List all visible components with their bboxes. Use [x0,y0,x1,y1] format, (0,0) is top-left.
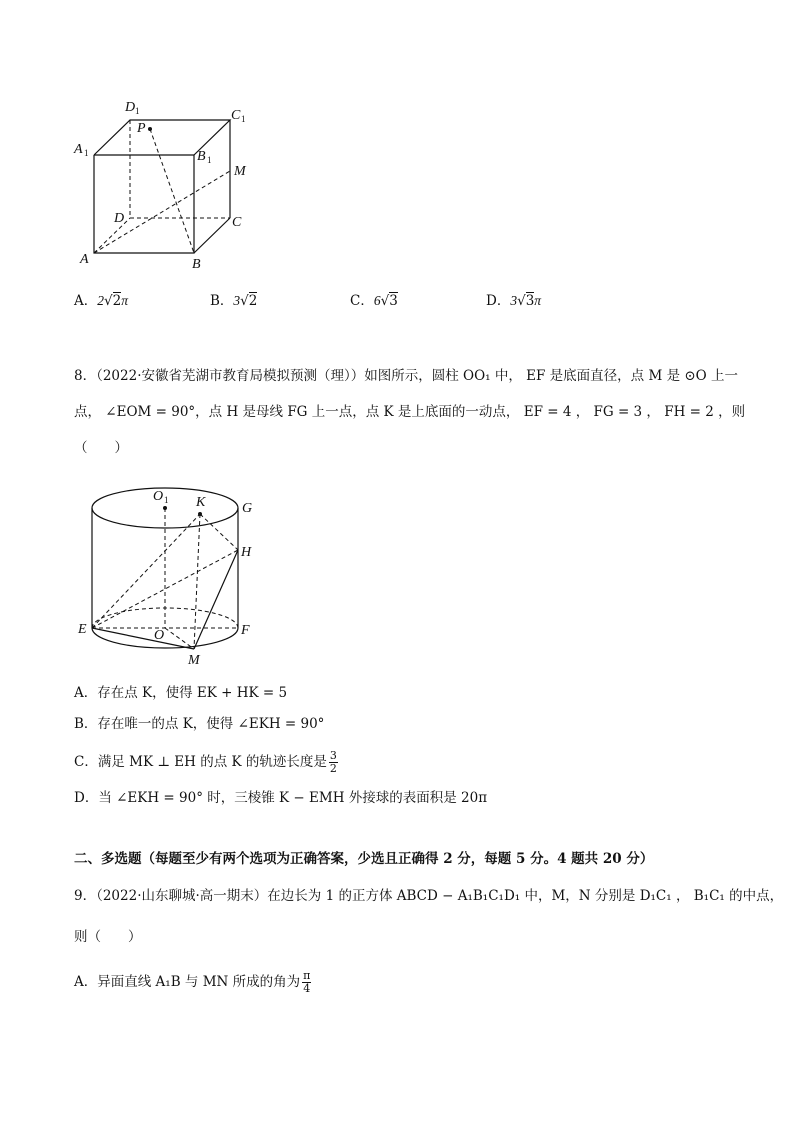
q9-stem-line2: 则（ ） [74,929,142,945]
label-D: D [114,211,125,226]
cube-figure [70,95,270,275]
label-C: C [232,215,242,230]
label-A1: A [74,142,83,157]
label-E: E [78,622,87,637]
q7-option-d: D．3√3π [486,293,542,309]
label-B: B [192,257,201,272]
q8-option-b: B．存在唯一的点 K，使得 ∠EKH = 90° [74,716,325,732]
q8-stem-line3: （ ） [74,440,128,456]
svg-text:1: 1 [84,148,89,158]
label-H: H [241,545,252,560]
q8-option-a: A．存在点 K，使得 EK + HK = 5 [74,685,288,701]
svg-text:1: 1 [207,155,212,165]
label-B1: B [197,149,206,164]
q7-option-b: B．3√2 [210,293,258,309]
label-P: P [137,121,146,136]
label-O: O [154,628,165,643]
q9-option-a: A．异面直线 A₁B 与 MN 所成的角为 $\frac{\pi}{4}$ [74,969,311,995]
label-K: K [196,495,206,510]
q8-stem-line2: 点， ∠EOM = 90°，点 H 是母线 FG 上一点，点 K 是上底面的一动点， EF = 4 ， FG = 3 ， FH = 2 ，则 [74,404,746,420]
label-M: M [188,653,200,668]
q8-stem-line1: 8．（2022·安徽省芜湖市教育局模拟预测（理））如图所示，圆柱 OO₁ 中， EF 是底面直径，点 M 是 ⊙O 上一 [74,368,739,384]
q9-stem-line1: 9．（2022·山东聊城·高一期末）在边长为 1 的正方体 ABCD − A₁B₁C₁D₁ 中，M，N 分别是 D₁C₁ ， B₁C₁ 的中点， [74,888,784,904]
label-A: A [80,252,89,267]
label-M: M [234,164,246,179]
svg-text:1: 1 [164,495,169,505]
label-O1: O [153,489,164,504]
label-D1: D [125,100,136,115]
q7-option-a: A．2√2π [74,293,128,309]
q8-option-c: C．满足 MK ⊥ EH 的点 K 的轨迹长度是 $\frac{3}{2}$ [74,749,337,775]
label-C1: C [231,108,241,123]
section-title: 二、多选题（每题至少有两个选项为正确答案，少选且正确得 2 分，每题 5 分。4 题共 20 分） [74,851,654,867]
label-F: F [241,623,250,638]
q8-option-d: D．当 ∠EKH = 90° 时，三棱锥 K − EMH 外接球的表面积是 20π [74,790,488,806]
svg-text:1: 1 [135,106,140,116]
cylinder-figure [70,480,270,670]
q7-option-c: C．6√3 [350,293,398,309]
svg-text:1: 1 [241,114,246,124]
label-G: G [242,501,253,516]
